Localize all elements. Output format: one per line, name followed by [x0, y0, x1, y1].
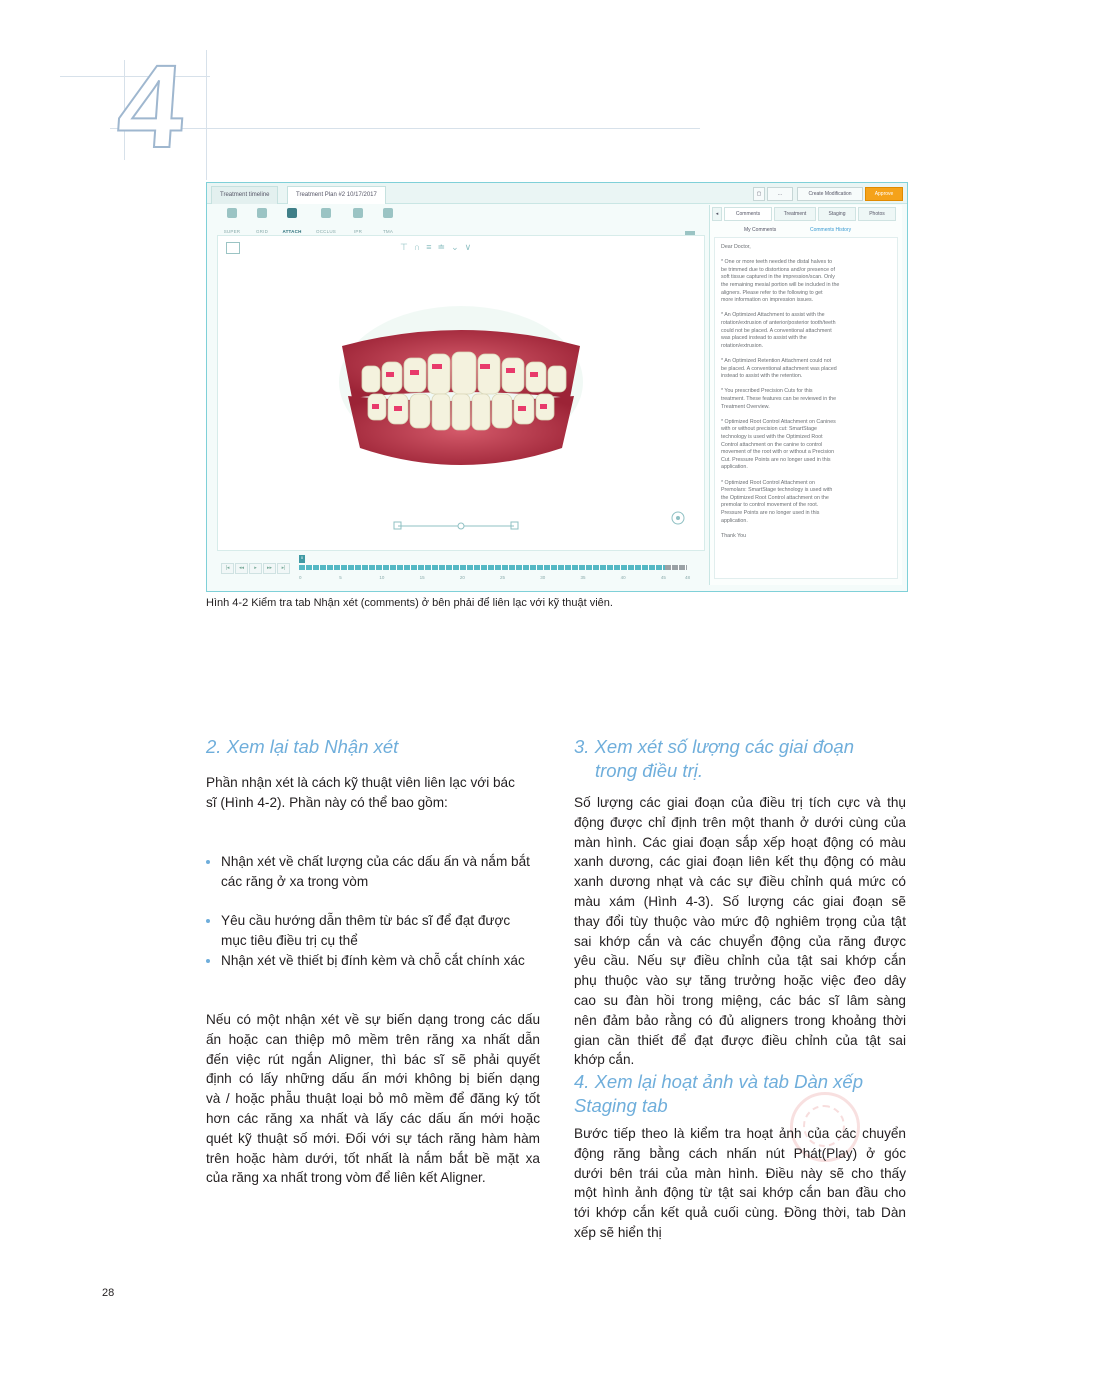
last-stage-button[interactable]: ▸|	[277, 563, 290, 574]
text-line: Phần nhận xét là cách kỹ thuật viên liên lạc với bác	[206, 775, 515, 790]
comments-panel	[709, 205, 902, 585]
tab-treatment-plan[interactable]: Treatment Plan #2 10/17/2017	[287, 186, 386, 204]
comment-line: * One or more teeth needed the distal halves to	[721, 259, 833, 266]
section-4-body	[574, 1124, 906, 1243]
text-line: động răng bằng cách nhấn nút Phát(Play) ở góc	[574, 1145, 906, 1161]
ipr-icon	[353, 208, 363, 218]
section-3-body	[574, 793, 906, 1070]
text-line: xanh dương nhạt và các sự điều chỉnh quá mức có	[574, 874, 906, 890]
timeline-tick-label: 10	[379, 575, 385, 580]
tab-bar	[207, 183, 907, 204]
title-line: 3. Xem xét số lượng các giai đoạn	[574, 736, 855, 757]
tab-photos[interactable]: Photos	[858, 207, 896, 221]
comment-line: be placed. A conventional attachment was placed	[721, 365, 837, 372]
text-line: sai khớp cắn và các chuyển động của răng được	[574, 933, 906, 949]
text-line: sĩ (Hình 4-2). Phần này có thể bao gồm:	[206, 794, 448, 810]
text-line: gian cần thiết để đạt được điều chỉnh của tật sai	[574, 1032, 906, 1048]
timeline-tick-label: 40	[620, 575, 626, 580]
comment-line: aligners. Please refer to the following to get	[721, 289, 823, 296]
text-line: nên đảm bảo rằng có đủ aligners trong khoảng thời	[574, 1012, 906, 1028]
timeline-tick-label: 25	[500, 575, 506, 580]
page-number: 28	[102, 1287, 115, 1299]
section-2-body	[206, 1010, 540, 1188]
timeline-tick-label: 48	[685, 575, 691, 580]
attach-tool[interactable]: ATTACH	[279, 205, 305, 233]
comment-line: * An Optimized Attachment to assist with the	[721, 312, 825, 319]
text-line: và / hoặc phẫu thuật loại bỏ mô mềm để đăng ký tốt	[206, 1091, 540, 1107]
treatment-software-screenshot	[206, 182, 908, 592]
decor-line	[206, 50, 207, 180]
view-toolbar	[215, 205, 705, 233]
section-2-intro	[206, 773, 540, 813]
comment-line: Premolars: SmartStage technology is used with	[721, 487, 833, 494]
text-line: màu xám (Hình 4-3). Số lượng các giai đoạn sẽ	[574, 893, 906, 909]
timeline-tick-label: 20	[459, 575, 465, 580]
text-line: ấn hoặc can thiệp mô mềm trên răng xa nhất dẫn	[206, 1031, 540, 1047]
comment-line: Treatment Overview.	[721, 403, 770, 410]
bullet-icon	[206, 919, 210, 923]
text-line: Nếu có một nhận xét về sự biến dạng trong các dấu	[206, 1012, 540, 1027]
text-line: phụ thuộc vào sự tăng trưởng hoặc việc đeo dây	[574, 973, 906, 989]
text-line: thay đổi tùy thuộc vào mức độ nghiêm trọng của tật	[574, 913, 906, 929]
tab-staging[interactable]: Staging	[818, 207, 856, 221]
text-line: một hình ảnh động từ tật sai khớp cắn ban đầu cho	[574, 1185, 906, 1201]
my-comments-tab[interactable]: My Comments	[744, 227, 777, 233]
title-line: trong điều trị.	[595, 760, 703, 781]
comments-history-link[interactable]: Comments History	[810, 227, 852, 233]
comment-line: be trimmed due to distortions and/or presence of	[721, 266, 835, 273]
stage-marker[interactable]: 0	[299, 555, 305, 563]
text-line: định có lấy những dấu ấn mới không bị biến dạng	[206, 1071, 540, 1087]
text-line: động được chỉ định trên một thanh ở dưới cùng của	[574, 814, 906, 830]
title-line: Staging tab	[574, 1095, 668, 1116]
comment-line: treatment. These features can be reviewed in the	[721, 396, 837, 402]
text-line: xếp sẽ hiển thị	[574, 1224, 662, 1240]
tab-treatment-timeline[interactable]: Treatment timeline	[211, 186, 278, 204]
comment-line: Pressure Points are no longer used in this	[721, 510, 820, 516]
prev-stage-button[interactable]: ◂◂	[235, 563, 248, 574]
comment-line: premolar to control movement of the root.	[721, 502, 819, 509]
title-line: 4. Xem lại hoạt ảnh và tab Dàn xếp	[574, 1071, 863, 1092]
timeline-tick-label: 30	[540, 575, 546, 580]
section-2-title: 2. Xem lại tab Nhận xét	[206, 736, 399, 757]
comment-line: the Optimized Root Control attachment on the	[721, 494, 829, 501]
comment-line: Dear Doctor,	[721, 244, 751, 250]
text-line: đến việc rút ngắn Aligner, thì bác sĩ sẽ phải quyết	[206, 1051, 540, 1067]
grid-tool[interactable]: GRID	[249, 205, 275, 233]
bullet-item	[206, 911, 510, 951]
section-3-title	[574, 735, 854, 783]
timeline-tick-label: 35	[580, 575, 586, 580]
decor-line	[110, 128, 700, 129]
approve-button[interactable]: Approve	[865, 187, 903, 201]
comment-line: was placed instead to assist with the	[721, 335, 807, 342]
comment-line: rotation/extrusion.	[721, 342, 764, 349]
text-line: khớp cắn.	[574, 1052, 635, 1068]
text-line: Nhận xét về thiết bị đính kèm và chỗ cắt chính xác	[221, 953, 525, 968]
chapter-badge	[0, 0, 700, 200]
timeline-tick-label: 0	[299, 575, 302, 580]
attachment-icon	[287, 208, 297, 218]
text-line: Yêu cầu hướng dẫn thêm từ bác sĩ để đạt được	[221, 913, 511, 928]
text-line: mục tiêu điều trị cụ thể	[221, 932, 358, 948]
tooth-icon	[227, 208, 237, 218]
comment-line: Thank You	[721, 532, 747, 539]
comment-line: with or without precision cut: SmartStage	[721, 426, 817, 433]
next-stage-button[interactable]: ▸▸	[263, 563, 276, 574]
comments-text	[714, 237, 898, 579]
comment-line: movement of the root with or without a Precision	[721, 449, 835, 456]
text-line: Bước tiếp theo là kiểm tra hoạt ảnh của các chuyển	[574, 1126, 906, 1141]
first-stage-button[interactable]: |◂	[221, 563, 234, 574]
tab-treatment[interactable]: Treatment	[774, 207, 816, 221]
play-button[interactable]: ▸	[249, 563, 262, 574]
stage-timeline	[219, 555, 701, 583]
timeline-tick-label: 45	[660, 575, 666, 580]
bullet-item	[206, 951, 525, 971]
comment-line: * Optimized Root Control Attachment on	[721, 479, 815, 486]
tma-tool[interactable]: TMA	[375, 205, 401, 233]
timeline-tick-label: 15	[419, 575, 425, 580]
text-line: yêu cầu. Nếu sự điều chỉnh của tật sai khớp cắn	[574, 953, 906, 969]
panel-tab-bar	[710, 205, 902, 221]
timeline-tick-label: 5	[339, 575, 342, 580]
ipr-tool[interactable]: IPR	[345, 205, 371, 233]
comment-line: soft tissue captured in the impression/scan. Only	[721, 274, 835, 281]
occlusion-icon	[321, 208, 331, 218]
text-line: hơn các răng xa nhất và lấy các dấu ấn mới hoặc	[206, 1110, 540, 1126]
comment-line: * Optimized Root Control Attachment on Canines	[721, 418, 836, 425]
bullet-icon	[206, 959, 210, 963]
view-orientation-icons[interactable]: ⊤∩≡≐⌄∨	[400, 242, 478, 252]
figure-caption: Hình 4-2 Kiểm tra tab Nhận xét (comments) ở bên phải để liên lạc với kỹ thuật viên.	[206, 597, 613, 609]
comment-line: rotation/extrusion of anterior/posterior tooth/teeth	[721, 320, 836, 326]
text-line: cao su đàn hồi trong miệng, các bác sĩ lâm sàng	[574, 992, 906, 1008]
comment-line: application.	[721, 464, 748, 471]
overcorrection-stages-bar[interactable]	[665, 565, 687, 570]
bullet-icon	[206, 860, 210, 864]
bullet-item	[206, 852, 530, 892]
text-line: Số lượng các giai đoạn của điều trị tích cực và thụ	[574, 795, 906, 810]
text-line: quét kỹ thuật số mới. Đối với sự tách răng hàm hàm	[206, 1130, 540, 1146]
comment-line: instead to assist with the retention.	[721, 373, 803, 380]
text-line: Nhận xét về chất lượng của các dấu ấn và nắm bắt	[221, 854, 530, 869]
collapse-icon[interactable]: ◂	[712, 207, 722, 221]
tab-comments[interactable]: Comments	[724, 207, 772, 221]
text-line: tới khớp cắn kết quả cuối cùng. Đồng thời, tab Dàn	[574, 1205, 906, 1221]
active-stages-bar[interactable]	[299, 565, 665, 570]
comment-line: * An Optimized Retention Attachment could not	[721, 358, 832, 364]
tma-icon	[383, 208, 393, 218]
comment-line: more information on impression issues.	[721, 297, 814, 304]
comment-line: Cut. Pressure Points are no longer used in this	[721, 456, 831, 463]
text-line: màn hình. Các giai đoạn sắp xếp hoạt động có màu	[574, 834, 906, 850]
teeth-3d-model	[218, 236, 704, 550]
3d-viewer[interactable]	[217, 235, 705, 551]
text-line: dưới bên trái của màn hình. Điều này sẽ cho thấy	[574, 1165, 906, 1181]
grid-icon	[257, 208, 267, 218]
comment-line: Control attachment on the canine to control	[721, 441, 823, 448]
comment-line: * You prescribed Precision Cuts for this	[721, 388, 813, 395]
print-icon[interactable]: ▢	[753, 187, 765, 201]
plan-select[interactable]: ...	[767, 187, 793, 201]
comment-line: could not be placed. A conventional attachment	[721, 327, 832, 334]
text-line: các răng ở xa trong vòm	[221, 873, 369, 889]
text-line: trên hoặc hàm dưới, tốt nhất là nắm bắt bề mặt xa	[206, 1150, 540, 1166]
text-line: của răng xa nhất trong vòm để liên kết Aligner.	[206, 1170, 486, 1186]
comment-line: application.	[721, 517, 748, 524]
create-modification-button[interactable]: Create Modification	[797, 187, 863, 201]
chapter-number: 4	[113, 41, 187, 173]
text-line: xanh dương, các giai đoạn liên kết thụ động có màu	[574, 854, 906, 870]
super-tool[interactable]: SUPER	[219, 205, 245, 233]
occlus-tool[interactable]: OCCLUS	[313, 205, 339, 233]
comment-line: technology is used with the Optimized Root	[721, 434, 823, 440]
comment-line: the remaining mesial portion will be included in the	[721, 282, 840, 288]
